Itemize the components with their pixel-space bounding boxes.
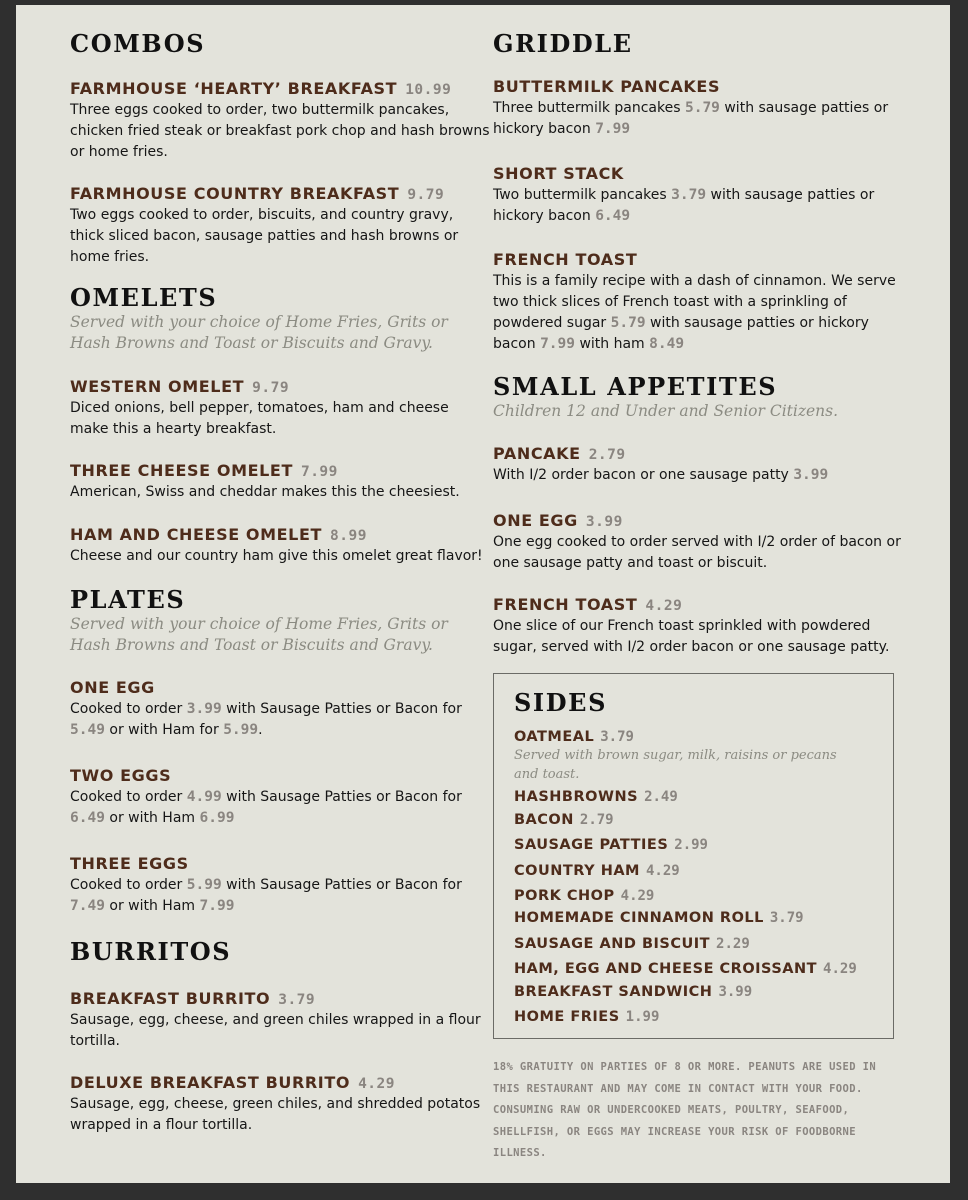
menu-item <box>70 525 490 567</box>
side-price: 4.29 <box>620 888 655 904</box>
desc-text: with Sausage Patties or Bacon for <box>226 701 462 717</box>
item-description <box>493 271 913 355</box>
item-price: 3.79 <box>278 992 316 1008</box>
side-item <box>514 1006 659 1025</box>
item-price: 4.29 <box>645 598 683 614</box>
item-name: ONE EGG <box>493 511 578 530</box>
side-name: OATMEAL <box>514 729 595 745</box>
menu-item <box>493 595 913 658</box>
item-description: Diced onions, bell pepper, tomatoes, ham and cheese make this a hearty breakfast. <box>70 400 449 437</box>
desc-text: . <box>258 722 263 738</box>
price: 5.79 <box>610 315 646 331</box>
side-item <box>514 786 678 805</box>
menu-item <box>70 854 490 917</box>
price: 3.79 <box>671 187 707 203</box>
side-name: HOME FRIES <box>514 1009 620 1025</box>
side-price: 2.99 <box>674 837 708 853</box>
item-description: Two eggs cooked to order, biscuits, and country gravy, thick sliced bacon, sausage patties and hash browns or home fries. <box>70 207 459 265</box>
side-price: 1.99 <box>625 1009 660 1025</box>
price: 5.49 <box>70 722 105 738</box>
item-description <box>70 699 490 741</box>
side-price: 4.29 <box>823 961 857 977</box>
price: 7.99 <box>199 898 235 914</box>
side-name: BACON <box>514 812 574 828</box>
item-name: BUTTERMILK PANCAKES <box>493 77 721 96</box>
price: 6.49 <box>70 810 105 826</box>
item-name: THREE CHEESE OMELET <box>70 461 293 480</box>
section-title-small-appetites: SMALL APPETITES <box>493 372 778 401</box>
item-price: 4.29 <box>358 1076 395 1092</box>
side-item <box>514 907 804 926</box>
side-price: 2.29 <box>716 936 750 952</box>
section-title-combos: COMBOS <box>70 29 206 58</box>
item-price: 3.99 <box>585 514 623 530</box>
section-title-plates: PLATES <box>70 585 186 614</box>
item-description <box>70 787 490 829</box>
item-price: 8.99 <box>330 528 367 544</box>
desc-text: Cooked to order <box>70 877 183 893</box>
side-name: PORK CHOP <box>514 888 615 904</box>
section-title-burritos: BURRITOS <box>70 937 232 966</box>
item-description: Sausage, egg, cheese, and green chiles wrapped in a flour tortilla. <box>70 1012 481 1049</box>
item-name: HAM AND CHEESE OMELET <box>70 525 322 544</box>
item-name: FRENCH TOAST <box>493 595 638 614</box>
menu-item <box>493 444 913 486</box>
side-price: 2.49 <box>644 789 678 805</box>
side-name: SAUSAGE PATTIES <box>514 837 669 853</box>
price: 6.49 <box>595 208 631 224</box>
item-description: Cheese and our country ham give this omelet great flavor! <box>70 548 483 564</box>
side-item <box>514 958 857 977</box>
item-price: 7.99 <box>300 464 338 480</box>
item-name: PANCAKE <box>493 444 581 463</box>
side-price: 2.79 <box>579 812 614 828</box>
item-description: Three eggs cooked to order, two buttermilk pancakes, chicken fried steak or breakfast pork chop and hash browns or home fries. <box>70 102 490 160</box>
item-description: One slice of our French toast sprinkled with powdered sugar, served with I/2 order bacon or one sausage patty. <box>493 618 890 655</box>
section-subtitle: Children 12 and Under and Senior Citizens. <box>493 402 839 420</box>
item-name: FARMHOUSE ‘HEARTY’ BREAKFAST <box>70 79 398 98</box>
menu-item <box>493 250 913 355</box>
section-subtitle: Served with your choice of Home Fries, Grits or Hash Browns and Toast or Biscuits and Gravy. <box>70 313 448 352</box>
item-name: FRENCH TOAST <box>493 250 638 269</box>
section-title-griddle: GRIDDLE <box>493 29 633 58</box>
price: 5.99 <box>186 877 222 893</box>
item-description: American, Swiss and cheddar makes this the cheesiest. <box>70 484 460 500</box>
item-description: Sausage, egg, cheese, green chiles, and shredded potatos wrapped in a flour tortilla. <box>70 1096 481 1133</box>
desc-text: With I/2 order bacon or one sausage patty <box>493 467 789 483</box>
price: 7.99 <box>595 121 631 137</box>
item-name: WESTERN OMELET <box>70 377 245 396</box>
item-price: 10.99 <box>405 82 452 98</box>
desc-text: This is a family recipe with a dash of cinnamon. We serve two thick slices of French toast with a sprinkling of powdered sugar <box>493 273 896 331</box>
section-title-sides: SIDES <box>514 688 607 717</box>
price: 5.99 <box>223 722 259 738</box>
menu-item <box>70 184 490 268</box>
desc-text: Two buttermilk pancakes <box>493 187 667 203</box>
item-name: BREAKFAST BURRITO <box>70 989 271 1008</box>
desc-text: Three buttermilk pancakes <box>493 100 681 116</box>
side-item <box>514 981 752 1000</box>
price: 5.79 <box>684 100 720 116</box>
price: 4.99 <box>186 789 222 805</box>
item-name: TWO EGGS <box>70 766 172 785</box>
menu-item <box>70 377 490 440</box>
side-item <box>514 834 708 853</box>
side-item <box>514 860 680 879</box>
side-name: HASHBROWNS <box>514 789 639 805</box>
section-title-omelets: OMELETS <box>70 283 218 312</box>
section-subtitle: Served with your choice of Home Fries, Grits or Hash Browns and Toast or Biscuits and Gravy. <box>70 615 448 654</box>
item-name: ONE EGG <box>70 678 155 697</box>
menu-item <box>70 766 490 829</box>
side-price: 3.79 <box>600 729 634 745</box>
desc-text: Cooked to order <box>70 789 183 805</box>
side-item <box>514 885 654 904</box>
item-price: 9.79 <box>407 187 445 203</box>
side-note: Served with brown sugar, milk, raisins or pecans and toast. <box>514 748 837 782</box>
desc-text: or with Ham for <box>109 722 219 738</box>
item-description <box>70 875 490 917</box>
sides-box <box>493 673 894 1039</box>
price: 8.49 <box>649 336 685 352</box>
desc-text: or with Ham <box>109 898 196 914</box>
menu-item <box>70 461 490 503</box>
item-description: One egg cooked to order served with I/2 order of bacon or one sausage patty and toast or biscuit. <box>493 534 901 571</box>
side-item <box>514 809 614 828</box>
item-description <box>493 185 913 227</box>
side-item <box>514 726 634 745</box>
desc-text: with sausage patties or hickory bacon <box>493 315 869 352</box>
menu-item <box>493 511 913 574</box>
price: 3.99 <box>793 467 829 483</box>
item-name: SHORT STACK <box>493 164 624 183</box>
desc-text: with ham <box>579 336 645 352</box>
side-price: 4.29 <box>645 863 680 879</box>
item-description <box>493 98 913 140</box>
side-name: SAUSAGE AND BISCUIT <box>514 936 711 952</box>
menu-item <box>493 164 913 227</box>
item-description <box>493 465 913 486</box>
side-name: HOMEMADE CINNAMON ROLL <box>514 910 764 926</box>
price: 6.99 <box>199 810 235 826</box>
desc-text: with Sausage Patties or Bacon for <box>226 877 462 893</box>
item-name: DELUXE BREAKFAST BURRITO <box>70 1073 351 1092</box>
side-price: 3.79 <box>769 910 804 926</box>
menu-item <box>70 79 490 163</box>
side-item <box>514 933 750 952</box>
side-name: BREAKFAST SANDWICH <box>514 984 713 1000</box>
menu-item <box>70 989 490 1052</box>
item-name: FARMHOUSE COUNTRY BREAKFAST <box>70 184 400 203</box>
price: 7.49 <box>70 898 105 914</box>
desc-text: Cooked to order <box>70 701 183 717</box>
desc-text: with Sausage Patties or Bacon for <box>226 789 462 805</box>
item-name: THREE EGGS <box>70 854 189 873</box>
side-name: HAM, EGG AND CHEESE CROISSANT <box>514 961 818 977</box>
price: 3.99 <box>186 701 222 717</box>
menu-item <box>70 1073 490 1136</box>
desc-text: with sausage patties or hickory bacon <box>493 187 875 224</box>
side-name: COUNTRY HAM <box>514 863 640 879</box>
side-price: 3.99 <box>718 984 753 1000</box>
item-price: 2.79 <box>588 447 626 463</box>
item-price: 9.79 <box>252 380 290 396</box>
desc-text: or with Ham <box>109 810 196 826</box>
desc-text: with sausage patties or hickory bacon <box>493 100 889 137</box>
menu-page <box>16 5 950 1183</box>
menu-item <box>70 678 490 741</box>
disclaimer-text: 18% GRATUITY ON PARTIES OF 8 OR MORE. PEANUTS ARE USED IN THIS RESTAURANT AND MAY COME IN CONTACT WITH YOUR FOOD. CONSUMING RAW OR UNDERCOOKED MEATS, POULTRY, SEAFOOD, SHELLFISH, OR EGGS MAY INCREASE YOUR RISK OF FOODBORNE ILLNESS. <box>493 1061 877 1159</box>
menu-item <box>493 77 913 140</box>
price: 7.99 <box>540 336 575 352</box>
